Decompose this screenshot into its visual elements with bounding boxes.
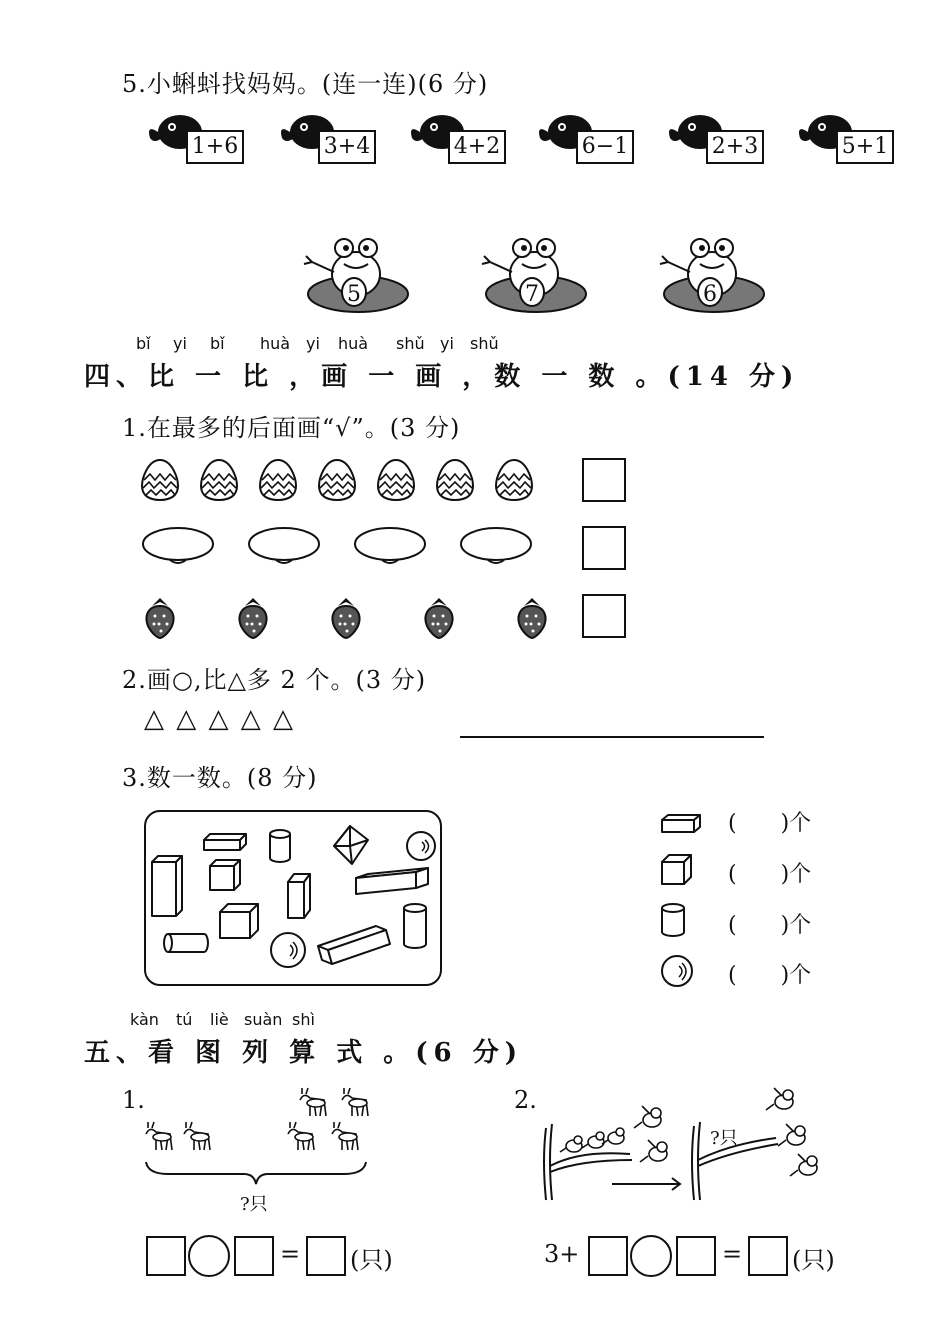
bird-icon	[582, 1132, 604, 1148]
cylinder-icon	[660, 902, 686, 938]
deer-icon	[342, 1088, 368, 1116]
bird-icon	[790, 1154, 817, 1176]
pinyin: yi	[173, 334, 187, 353]
arrow-icon	[612, 1178, 680, 1190]
cylinder-icon	[404, 904, 426, 948]
pinyin: yi	[306, 334, 320, 353]
cube-icon	[334, 826, 368, 864]
plate-row	[142, 526, 542, 572]
frog-1[interactable]	[298, 232, 410, 316]
cuboid-icon	[356, 868, 428, 894]
sphere-icon	[407, 832, 435, 860]
section4-pinyin	[0, 334, 950, 354]
cube-icon	[220, 904, 258, 938]
pinyin: bǐ	[210, 334, 225, 353]
egg-icon	[378, 460, 414, 500]
plate-icon	[249, 528, 319, 563]
answer-box-eggs[interactable]	[582, 458, 626, 502]
s4-q2-title: 2.画○,比△多 2 个。(3 分)	[122, 666, 427, 694]
strawberry-icon	[240, 598, 267, 638]
answer-box-strawberries[interactable]	[582, 594, 626, 638]
tadpole-6[interactable]	[798, 110, 898, 170]
answer-box-plates[interactable]	[582, 526, 626, 570]
frog-3[interactable]	[654, 232, 766, 316]
answer-line[interactable]	[460, 736, 764, 738]
pinyin: huà	[260, 334, 291, 353]
tree-trunk-icon	[544, 1124, 552, 1200]
count-answer-sphere[interactable]: ( )个	[728, 963, 812, 988]
eq2-prefix: 3+	[544, 1240, 580, 1268]
frog-number: 7	[525, 282, 539, 307]
eq1-box-2[interactable]	[234, 1236, 274, 1276]
triangles: △ △ △ △ △	[144, 704, 296, 734]
strawberry-icon	[426, 598, 453, 638]
tadpole-expr: 2+3	[706, 130, 764, 164]
egg-row	[140, 458, 540, 502]
bird-icon	[560, 1136, 582, 1152]
deer-icon	[184, 1122, 210, 1150]
eq1-result-box[interactable]	[306, 1236, 346, 1276]
bird-icon	[778, 1124, 805, 1146]
pinyin: tú	[176, 1010, 193, 1029]
problem2-number: 2.	[514, 1086, 537, 1114]
eq2-operator-circle[interactable]	[630, 1235, 672, 1277]
deer-icon	[288, 1122, 314, 1150]
strawberry-icon	[147, 598, 174, 638]
solids-picture-box	[144, 810, 442, 986]
egg-icon	[201, 460, 237, 500]
eq1-operator-circle[interactable]	[188, 1235, 230, 1277]
cube-icon	[210, 860, 240, 890]
frog-2[interactable]	[476, 232, 588, 316]
pinyin: huà	[338, 334, 369, 353]
eq2-box-1[interactable]	[588, 1236, 628, 1276]
pinyin: liè	[210, 1010, 229, 1029]
q5-title: 5.小蝌蚪找妈妈。(连一连)(6 分)	[122, 70, 489, 98]
section4-title: 四、比 一 比 ，画 一 画 ，数 一 数 。(14 分)	[84, 362, 800, 392]
strawberry-icon	[333, 598, 360, 638]
tadpole-5[interactable]	[668, 110, 768, 170]
problem1-number: 1.	[122, 1086, 145, 1114]
section5-pinyin	[0, 1010, 950, 1030]
deer-picture	[140, 1080, 380, 1190]
pinyin: shǔ	[396, 334, 425, 353]
equals-sign: =	[722, 1240, 743, 1268]
cylinder-icon	[164, 934, 208, 952]
tadpole-4[interactable]	[538, 110, 638, 170]
bird-icon	[766, 1088, 793, 1110]
tree-trunk-icon	[692, 1122, 700, 1200]
unknown-label: ?只	[710, 1128, 738, 1149]
count-answer-cuboid[interactable]: ( )个	[728, 811, 812, 836]
unit-label: (只)	[792, 1246, 835, 1274]
plate-icon	[355, 528, 425, 563]
egg-icon	[437, 460, 473, 500]
deer-icon	[300, 1088, 326, 1116]
tadpole-expr: 5+1	[836, 130, 894, 164]
cuboid-icon	[204, 834, 246, 850]
cuboid-icon	[152, 856, 182, 916]
tadpole-3[interactable]	[410, 110, 510, 170]
tadpole-expr: 3+4	[318, 130, 376, 164]
pinyin: yi	[440, 334, 454, 353]
egg-icon	[496, 460, 532, 500]
egg-icon	[260, 460, 296, 500]
solids-picture	[146, 812, 440, 984]
deer-icon	[332, 1122, 358, 1150]
unit-label: (只)	[350, 1246, 393, 1274]
deer-icon	[146, 1122, 172, 1150]
egg-icon	[319, 460, 355, 500]
tadpole-1[interactable]	[148, 110, 248, 170]
bird-icon	[640, 1140, 667, 1162]
bird-icon	[602, 1128, 624, 1144]
cuboid-icon	[288, 874, 310, 918]
birds-picture	[540, 1080, 840, 1210]
frog-number: 6	[703, 282, 717, 307]
tadpole-2[interactable]	[280, 110, 380, 170]
pinyin: suàn	[244, 1010, 283, 1029]
tadpole-expr: 6−1	[576, 130, 634, 164]
unknown-label: ?只	[240, 1194, 268, 1215]
bird-icon	[634, 1106, 661, 1128]
cylinder-icon	[270, 830, 290, 862]
strawberry-icon	[519, 598, 546, 638]
eq2-result-box[interactable]	[748, 1236, 788, 1276]
cuboid-icon	[660, 812, 702, 834]
tadpole-expr: 4+2	[448, 130, 506, 164]
frog-number: 5	[347, 282, 361, 307]
pinyin: shǔ	[470, 334, 499, 353]
sphere-icon	[660, 954, 696, 990]
count-answer-cube[interactable]: ( )个	[728, 862, 812, 887]
pinyin: bǐ	[136, 334, 151, 353]
sphere-icon	[271, 933, 305, 967]
cube-icon	[660, 852, 694, 886]
count-answer-cylinder[interactable]: ( )个	[728, 913, 812, 938]
s4-q1-title: 1.在最多的后面画“√”。(3 分)	[122, 414, 461, 442]
cuboid-icon	[318, 926, 390, 964]
plate-icon	[143, 528, 213, 563]
eq2-box-2[interactable]	[676, 1236, 716, 1276]
section5-title: 五、看 图 列 算 式 。(6 分)	[84, 1038, 524, 1068]
s4-q3-title: 3.数一数。(8 分)	[122, 764, 318, 792]
plate-icon	[461, 528, 531, 563]
tadpole-expr: 1+6	[186, 130, 244, 164]
pinyin: shì	[292, 1010, 315, 1029]
egg-icon	[142, 460, 178, 500]
pinyin: kàn	[130, 1010, 159, 1029]
strawberry-row	[144, 596, 554, 640]
brace-icon	[146, 1162, 366, 1184]
eq1-box-1[interactable]	[146, 1236, 186, 1276]
equals-sign: =	[280, 1240, 301, 1268]
